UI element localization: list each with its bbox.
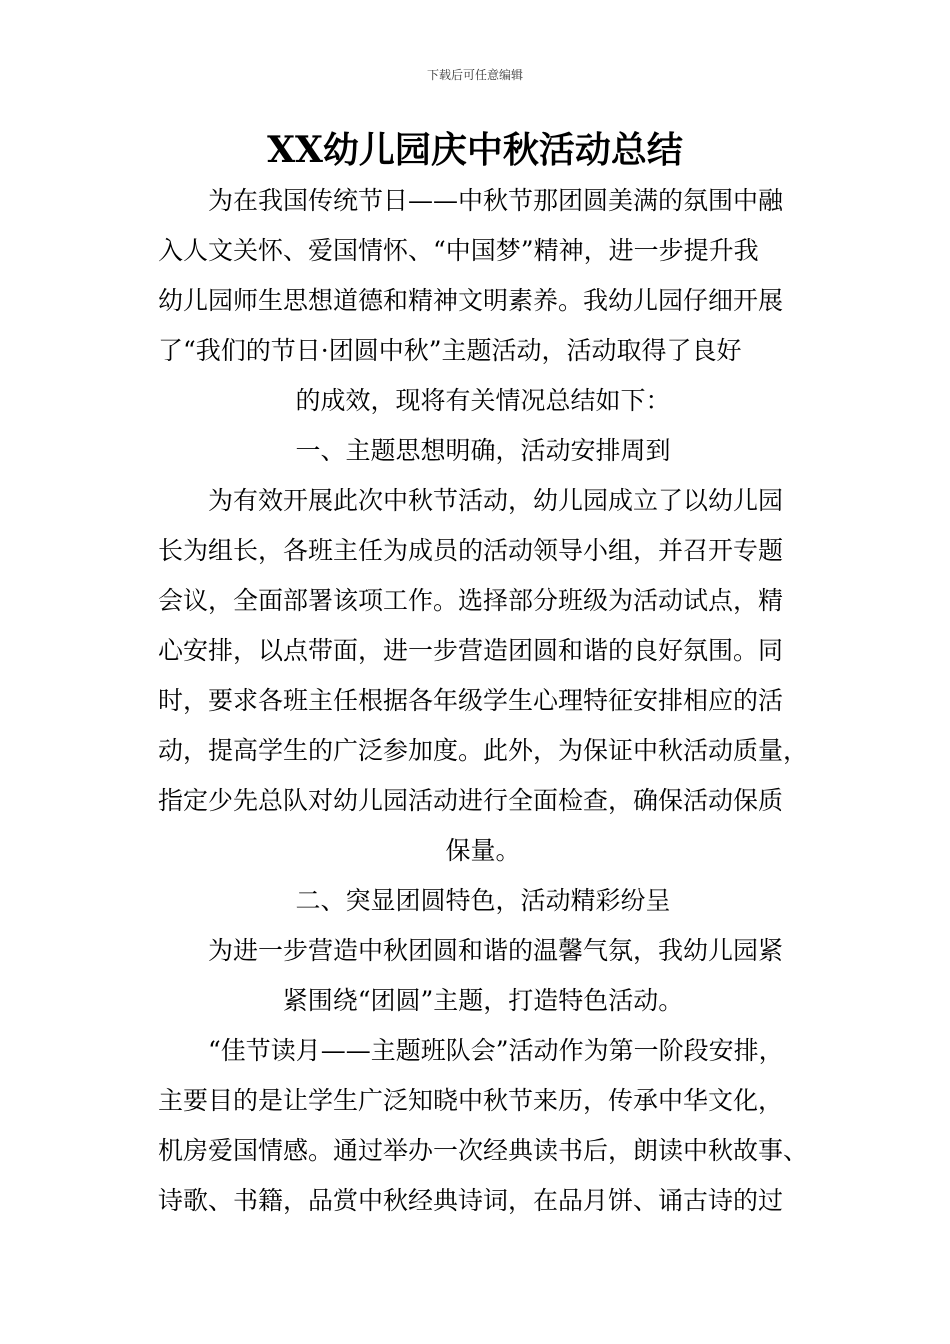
body-line: 的成效，现将有关情况总结如下： xyxy=(295,386,671,415)
body-line: 动，提高学生的广泛参加度。此外，为保证中秋活动质量， xyxy=(158,736,808,765)
body-line: 机房爱国情感。通过举办一次经典读书后，朗读中秋故事、 xyxy=(158,1136,808,1165)
body-line: 紧围绕“团圆”主题，打造特色活动。 xyxy=(282,986,684,1015)
document-title: XX幼儿园庆中秋活动总结 xyxy=(267,129,683,171)
body-line: 为进一步营造中秋团圆和谐的温馨气氛，我幼儿园紧 xyxy=(208,936,784,965)
body-line: 主要目的是让学生广泛知晓中秋节来历，传承中华文化， xyxy=(158,1086,784,1115)
body-line: 诗歌、书籍，品赏中秋经典诗词，在品月饼、诵古诗的过 xyxy=(158,1186,784,1215)
body-line: 指定少先总队对幼儿园活动进行全面检查，确保活动保质 xyxy=(158,786,784,815)
body-line: 了“我们的节日·团圆中秋”主题活动，活动取得了良好 xyxy=(158,336,742,365)
body-line: 为在我国传统节日——中秋节那团圆美满的氛围中融 xyxy=(208,186,784,215)
document-body xyxy=(158,176,808,1226)
header-note: 下载后可任意编辑 xyxy=(426,68,523,82)
body-line: “佳节读月——主题班队会”活动作为第一阶段安排， xyxy=(208,1036,784,1065)
body-line: 入人文关怀、爱国情怀、“中国梦”精神，进一步提升我 xyxy=(158,236,759,265)
section-heading: 二、突显团圆特色，活动精彩纷呈 xyxy=(295,886,671,915)
body-line: 幼儿园师生思想道德和精神文明素养。我幼儿园仔细开展 xyxy=(158,286,784,315)
body-line: 为有效开展此次中秋节活动，幼儿园成立了以幼儿园 xyxy=(208,486,784,515)
body-line: 长为组长，各班主任为成员的活动领导小组，并召开专题 xyxy=(158,536,784,565)
body-line: 会议，全面部署该项工作。选择部分班级为活动试点，精 xyxy=(158,586,784,615)
body-line: 心安排，以点带面，进一步营造团圆和谐的良好氛围。同 xyxy=(158,636,784,665)
body-line: 时，要求各班主任根据各年级学生心理特征安排相应的活 xyxy=(158,686,784,715)
body-line: 保量。 xyxy=(445,836,521,865)
section-heading: 一、主题思想明确，活动安排周到 xyxy=(295,436,671,465)
